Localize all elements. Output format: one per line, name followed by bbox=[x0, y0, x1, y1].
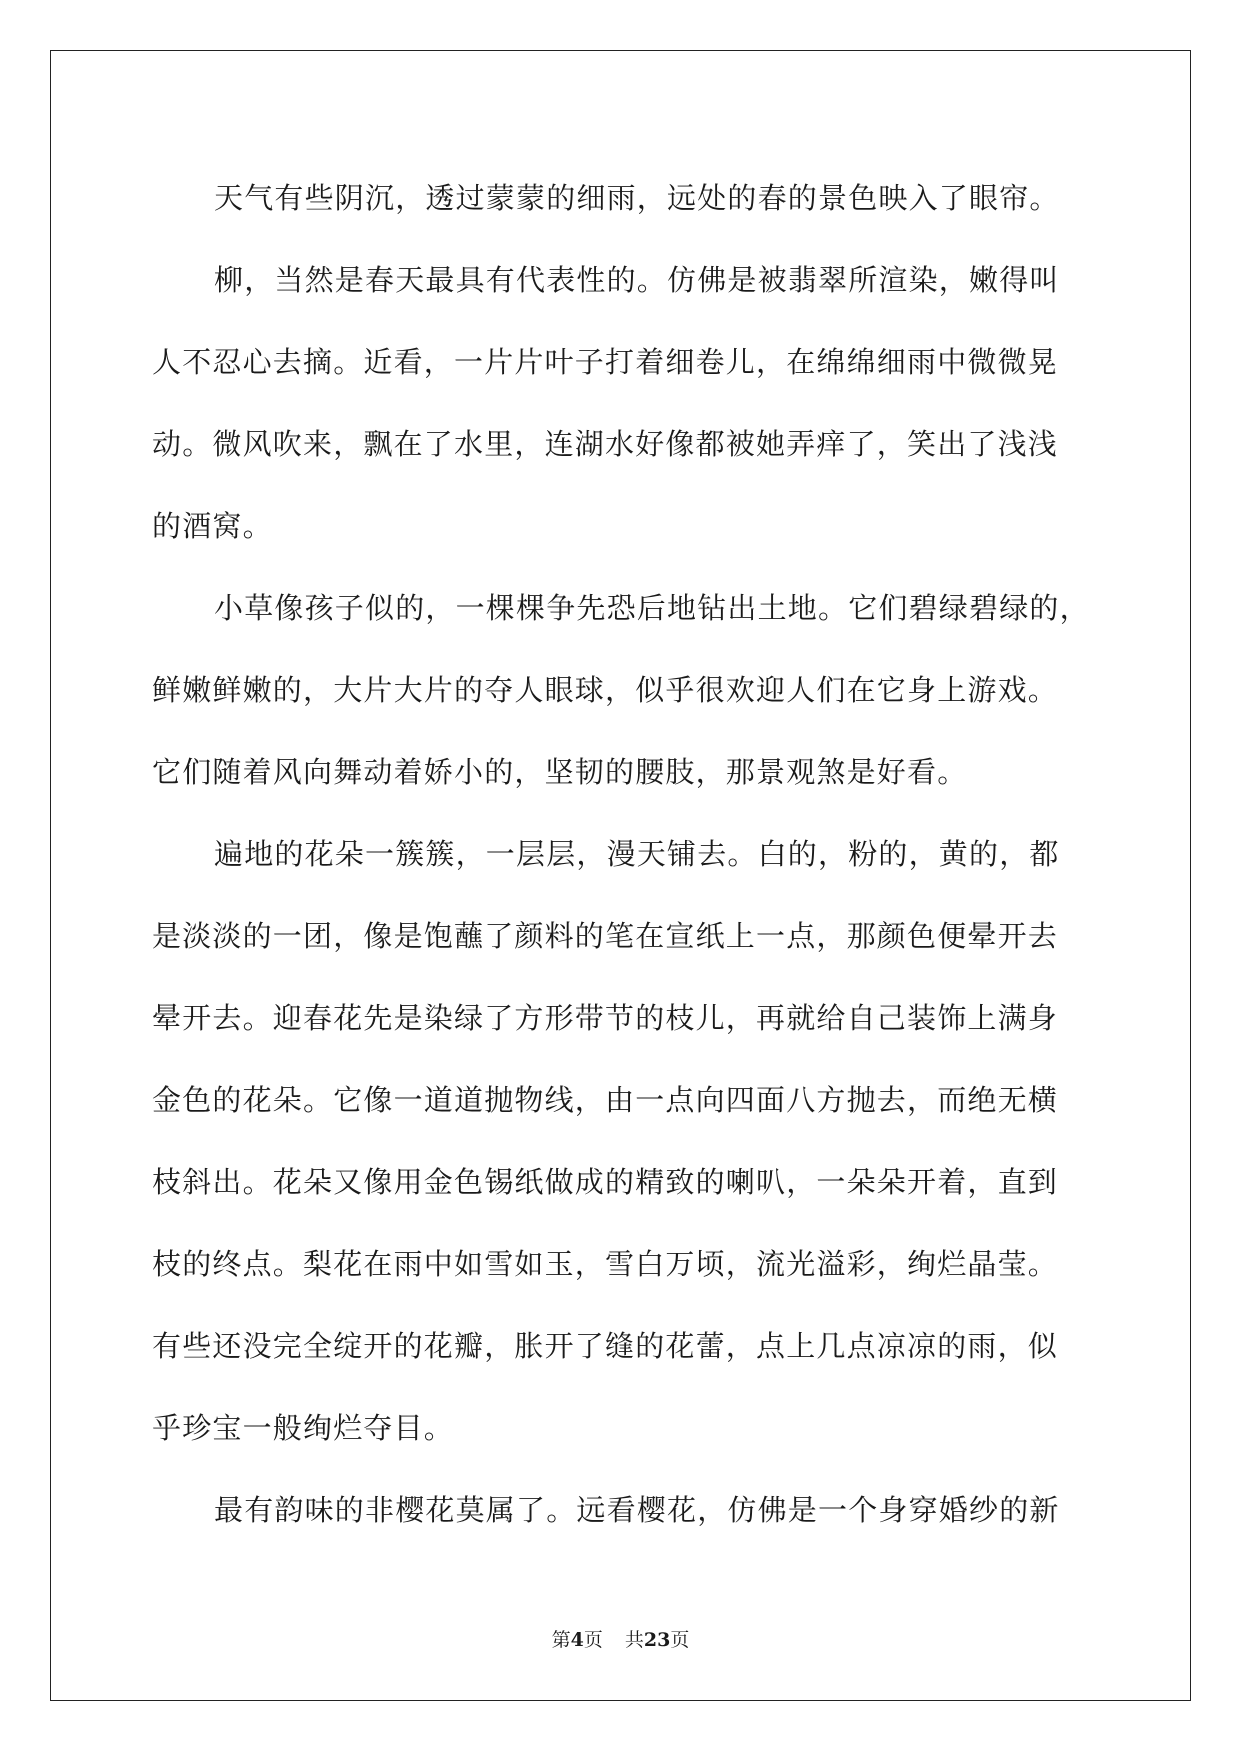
page-footer bbox=[0, 1625, 1241, 1652]
paragraph-line: 的酒窝。 bbox=[152, 509, 273, 543]
footer-page-number: 4 bbox=[570, 1629, 584, 1651]
paragraph-line: 晕开去。迎春花先是染绿了方形带节的枝儿，再就给自己装饰上满身 bbox=[152, 1001, 1059, 1035]
paragraph-line: 枝的终点。梨花在雨中如雪如玉，雪白万顷，流光溢彩，绚烂晶莹。 bbox=[152, 1247, 1059, 1281]
paragraph-line: 金色的花朵。它像一道道抛物线，由一点向四面八方抛去，而绝无横 bbox=[152, 1083, 1059, 1117]
paragraph-line: 枝斜出。花朵又像用金色锡纸做成的精致的喇叭，一朵朵开着，直到 bbox=[152, 1165, 1059, 1199]
paragraph-line: 乎珍宝一般绚烂夺目。 bbox=[152, 1411, 455, 1445]
paragraph-line: 遍地的花朵一簇簇，一层层，漫天铺去。白的，粉的，黄的，都 bbox=[214, 837, 1060, 871]
document-body bbox=[152, 157, 1094, 1551]
paragraph-line: 人不忍心去摘。近看，一片片叶子打着细卷儿，在绵绵细雨中微微晃 bbox=[152, 345, 1059, 379]
paragraph-line: 有些还没完全绽开的花瓣，胀开了缝的花蕾，点上几点凉凉的雨，似 bbox=[152, 1329, 1059, 1363]
paragraph-line: 天气有些阴沉，透过蒙蒙的细雨，远处的春的景色映入了眼帘。 bbox=[214, 181, 1060, 215]
footer-total-pages: 23 bbox=[643, 1629, 671, 1651]
footer-page-suffix: 页 bbox=[583, 1629, 603, 1651]
footer-total-suffix: 页 bbox=[670, 1629, 690, 1651]
footer-page-prefix: 第 bbox=[551, 1629, 571, 1651]
paragraph-line: 最有韵味的非樱花莫属了。远看樱花，仿佛是一个身穿婚纱的新 bbox=[214, 1493, 1060, 1527]
paragraph-line: 小草像孩子似的，一棵棵争先恐后地钻出土地。它们碧绿碧绿的， bbox=[214, 591, 1090, 625]
footer-total-prefix: 共 bbox=[624, 1629, 644, 1651]
paragraph-line: 鲜嫩鲜嫩的，大片大片的夺人眼球，似乎很欢迎人们在它身上游戏。 bbox=[152, 673, 1059, 707]
paragraph-line: 是淡淡的一团，像是饱蘸了颜料的笔在宣纸上一点，那颜色便晕开去 bbox=[152, 919, 1059, 953]
paragraph-line: 动。微风吹来，飘在了水里，连湖水好像都被她弄痒了，笑出了浅浅 bbox=[152, 427, 1059, 461]
paragraph-line: 柳，当然是春天最具有代表性的。仿佛是被翡翠所渲染，嫩得叫 bbox=[214, 263, 1060, 297]
paragraph-line: 它们随着风向舞动着娇小的，坚韧的腰肢，那景观煞是好看。 bbox=[152, 755, 968, 789]
